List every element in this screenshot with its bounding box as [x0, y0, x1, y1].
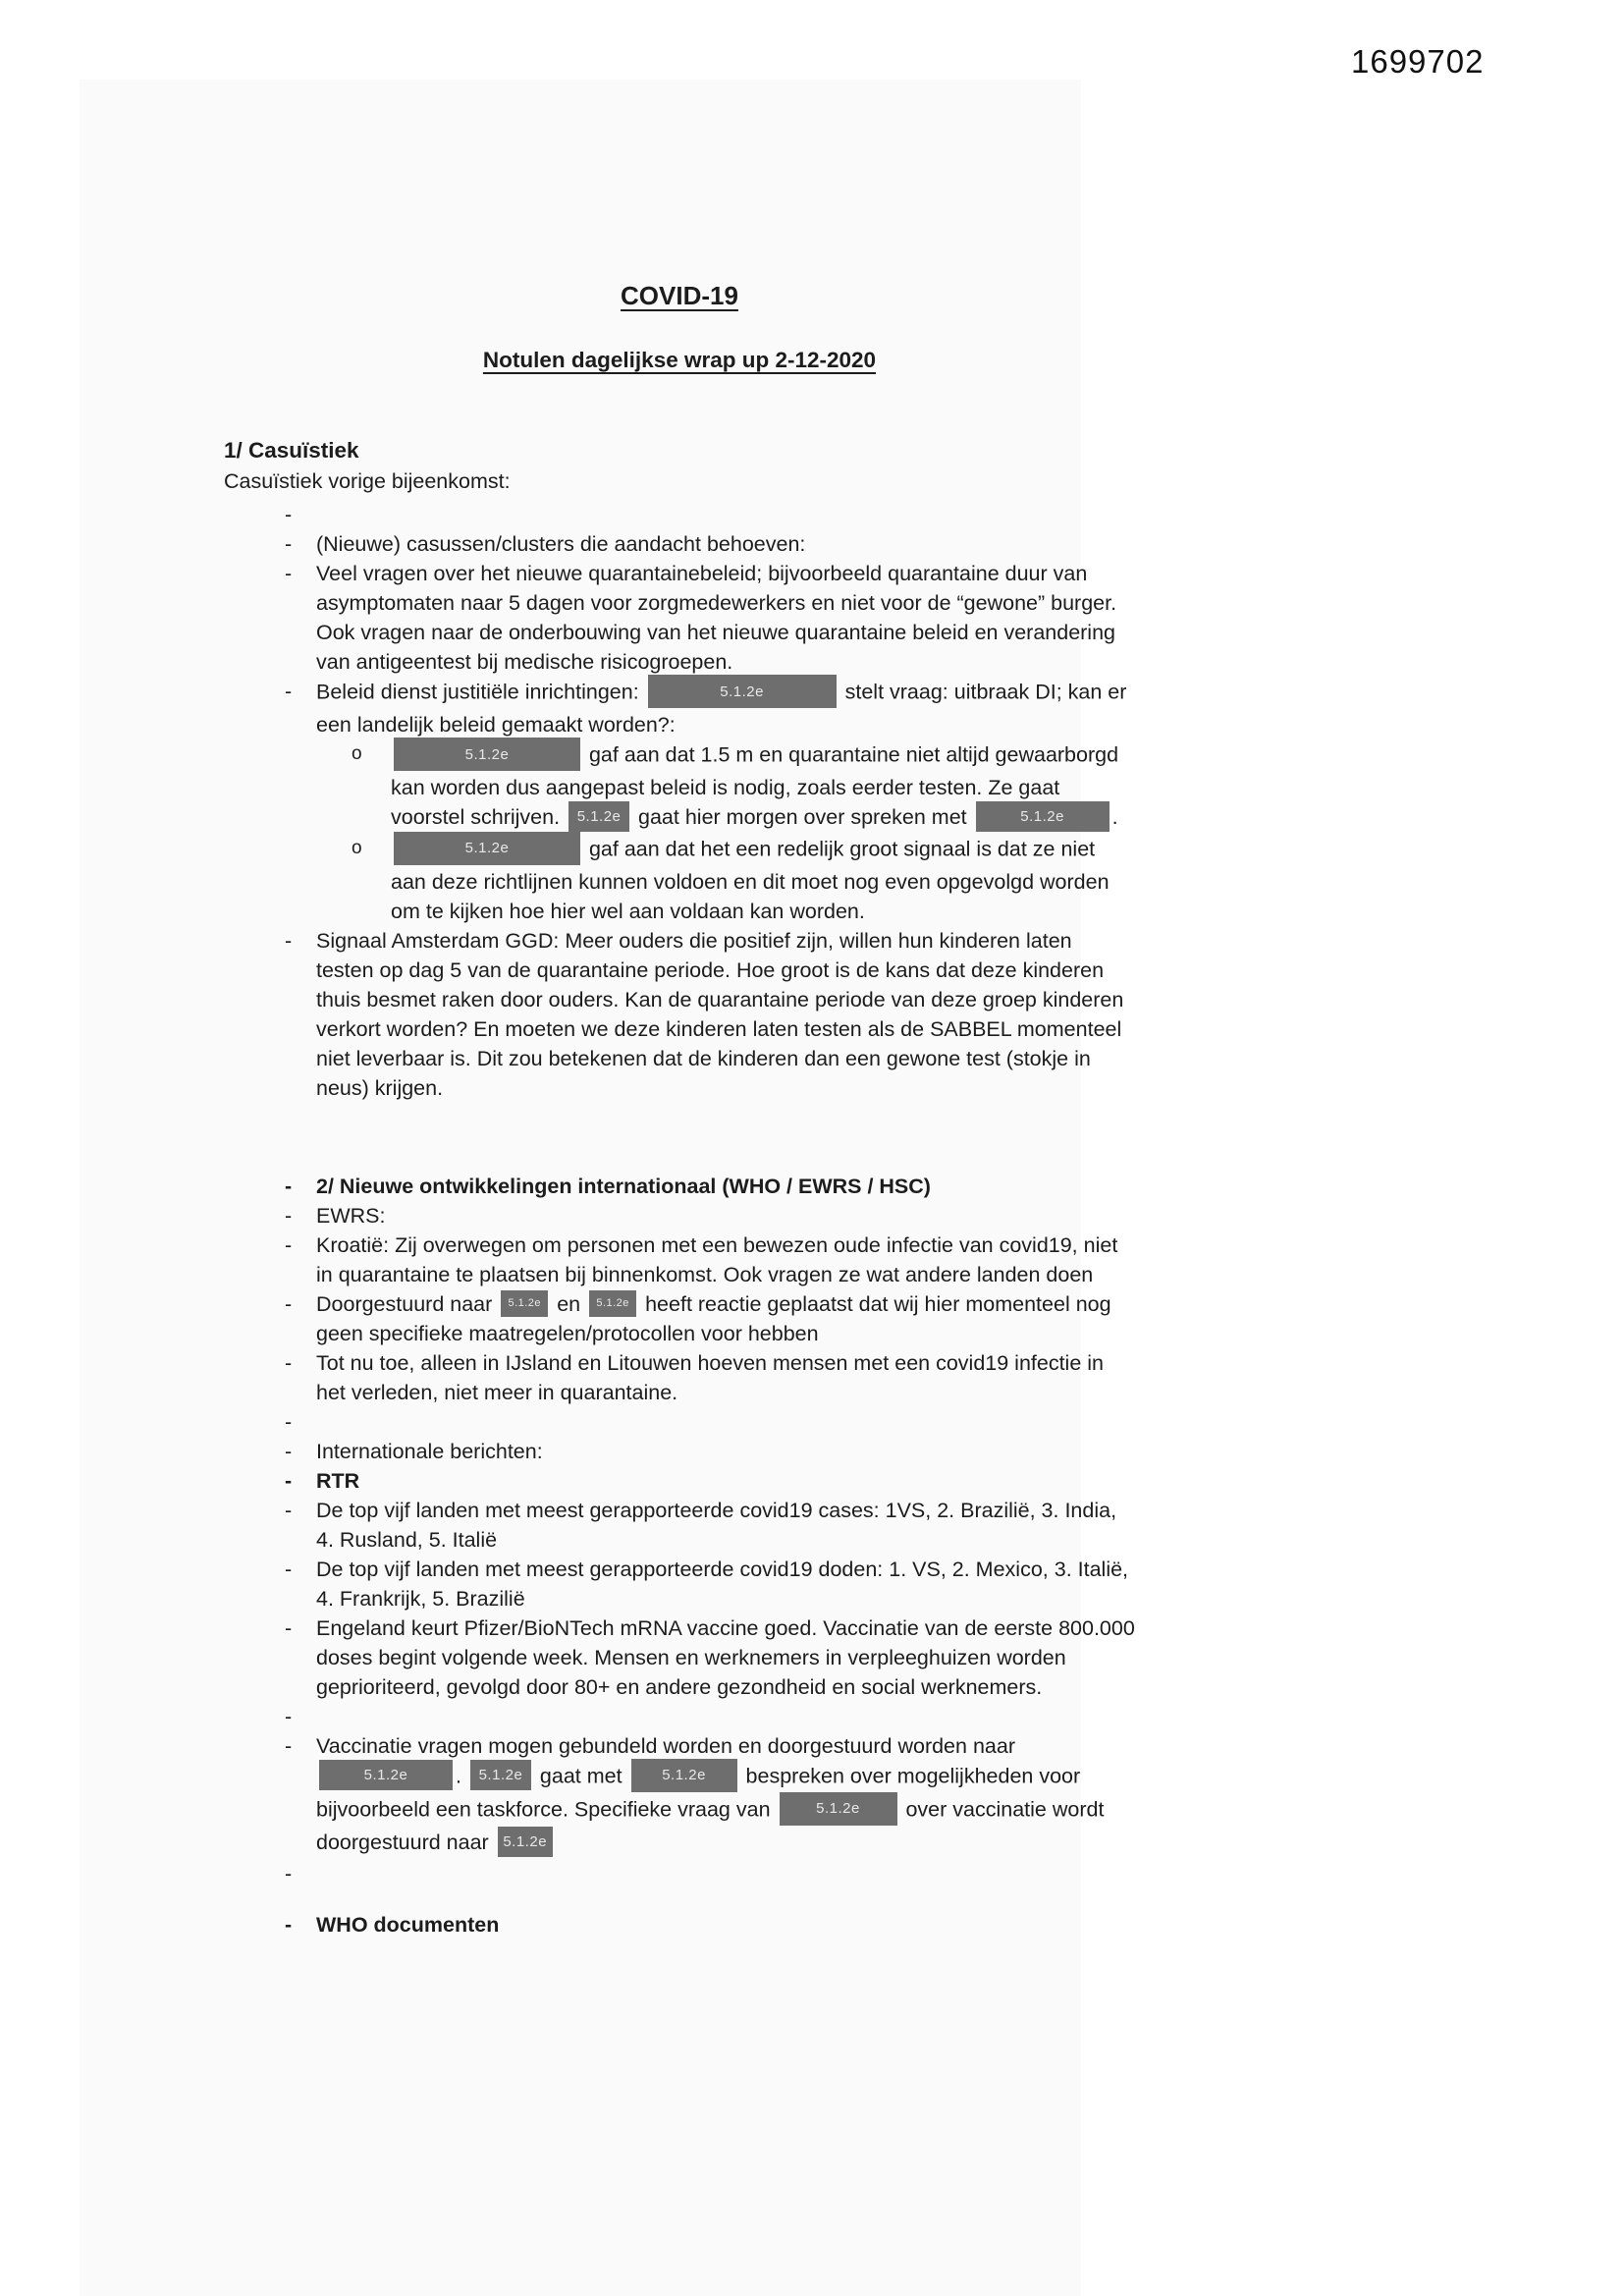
- list-item: [224, 1201, 1135, 1230]
- bullet-marker: -: [285, 1615, 293, 1640]
- text-run: en: [551, 1291, 587, 1316]
- document-body-list: [224, 500, 1141, 1940]
- bullet-marker: -: [285, 562, 293, 585]
- bullet-marker: -: [285, 1912, 293, 1937]
- list-item: [224, 1437, 1135, 1466]
- text-run: over vaccinatie wordt doorgestuurd naar: [316, 1797, 1110, 1854]
- bullet-marker: -: [285, 928, 293, 953]
- text-run: gaf aan dat het een redelijk groot signaal is dat ze niet aan deze richtlijnen kunnen voldoen en dit moet nog even opgevolgd worden om te kijken hoe hier wel aan voldaan kan worden.: [391, 837, 1115, 923]
- section-1-heading: 1/ Casuïstiek: [224, 438, 359, 463]
- list-item: [224, 1613, 1141, 1702]
- bullet-marker: -: [285, 1232, 293, 1257]
- text-run: .: [456, 1764, 467, 1788]
- list-item: [224, 1859, 1135, 1888]
- text-run: 2/ Nieuwe ontwikkelingen internationaal (WHO / EWRS / HSC): [316, 1174, 931, 1198]
- text-run: Doorgestuurd naar: [316, 1291, 499, 1316]
- text-run: EWRS:: [316, 1203, 386, 1228]
- list-item: [224, 1496, 1135, 1555]
- bullet-marker: -: [285, 1409, 293, 1434]
- text-run: .: [1111, 805, 1118, 829]
- redaction-box: 5.1.2e: [780, 1792, 897, 1826]
- redaction-box: 5.1.2e: [501, 1290, 548, 1317]
- text-run: Engeland keurt Pfizer/BioNTech mRNA vaccine goed. Vaccinatie van de eerste 800.000 doses begint volgende week. Mensen en werknemers in verpleeghuizen worden geprioriteerd, gevolgd door 80+ en andere gezondheid en social werknemers.: [316, 1615, 1141, 1699]
- text-run: bespreken over mogelijkheden voor bijvoorbeeld een taskforce. Specifieke vraag van: [316, 1764, 1087, 1822]
- list-item: [224, 529, 1135, 559]
- redaction-box: 5.1.2e: [648, 675, 837, 708]
- section-1-intro: Casuïstiek vorige bijeenkomst:: [224, 469, 511, 493]
- text-run: gaat met: [533, 1764, 628, 1788]
- bullet-marker: -: [285, 503, 293, 526]
- redaction-box: 5.1.2e: [470, 1760, 531, 1790]
- list-item: [224, 1466, 1135, 1496]
- text-run: gaat hier morgen over spreken met: [632, 805, 973, 829]
- bullet-marker: -: [285, 680, 293, 703]
- bullet-marker: -: [285, 1439, 293, 1463]
- bullet-marker: -: [285, 1704, 293, 1728]
- text-run: De top vijf landen met meest gerapporteerde covid19 cases: 1VS, 2. Brazilië, 3. India, 4. Rusland, 5. Italië: [316, 1498, 1123, 1552]
- list-item: [224, 1702, 1135, 1731]
- text-run: stelt vraag: uitbraak DI; kan er een landelijk beleid gemaakt worden?:: [316, 680, 1133, 737]
- bullet-marker: -: [285, 1557, 293, 1581]
- list-item: [224, 1731, 1135, 1859]
- text-run: Internationale berichten:: [316, 1439, 543, 1463]
- list-item: [224, 926, 1135, 1103]
- list-item: [224, 1407, 1135, 1437]
- text-run: WHO documenten: [316, 1912, 500, 1937]
- redaction-box: 5.1.2e: [589, 1290, 636, 1317]
- list-item: [224, 1172, 1135, 1201]
- text-run: Signaal Amsterdam GGD: Meer ouders die positief zijn, willen hun kinderen laten testen op dag 5 van de quarantaine periode. Hoe groot is de kans dat deze kinderen thuis besmet raken door ouders. Kan de quarantaine periode van deze groep kinderen verkort worden? En moeten we deze kinderen laten testen als de SABBEL momenteel niet leverbaar is. Dit zou betekenen dat de kinderen dan een gewone test (stokje in neus) krijgen.: [316, 928, 1130, 1100]
- bullet-marker: -: [285, 1350, 293, 1375]
- document-number: 1699702: [1351, 43, 1485, 80]
- redaction-box: 5.1.2e: [976, 801, 1110, 832]
- bullet-marker: -: [285, 1203, 293, 1228]
- list-item: [224, 1555, 1135, 1613]
- list-item: [224, 677, 1135, 739]
- sub-bullet-marker: o: [352, 743, 362, 764]
- bullet-marker: -: [285, 532, 293, 556]
- text-run: heeft reactie geplaatst dat wij hier momenteel nog geen specifieke maatregelen/protocollen voor hebben: [316, 1291, 1117, 1345]
- redaction-box: 5.1.2e: [394, 832, 580, 865]
- document-title: COVID-19: [621, 281, 738, 310]
- list-item: [224, 834, 1135, 926]
- text-run: De top vijf landen met meest gerapporteerde covid19 doden: 1. VS, 2. Mexico, 3. Italië, 4. Frankrijk, 5. Brazilië: [316, 1557, 1135, 1611]
- sub-bullet-marker: o: [352, 837, 362, 858]
- bullet-marker: -: [285, 1498, 293, 1522]
- redaction-box: 5.1.2e: [394, 738, 580, 771]
- document-content: [224, 281, 1141, 1940]
- text-run: Tot nu toe, alleen in IJsland en Litouwen hoeven mensen met een covid19 infectie in het verleden, niet meer in quarantaine.: [316, 1350, 1110, 1404]
- list-item: [224, 1910, 1135, 1940]
- bullet-marker: -: [285, 1291, 293, 1316]
- document-subtitle: Notulen dagelijkse wrap up 2-12-2020: [482, 348, 877, 372]
- bullet-marker: -: [285, 1468, 293, 1493]
- list-item: [224, 559, 1135, 677]
- redaction-box: 5.1.2e: [568, 801, 629, 832]
- bullet-marker: -: [285, 1861, 293, 1886]
- text-run: RTR: [316, 1468, 360, 1493]
- redaction-box: 5.1.2e: [631, 1759, 737, 1792]
- text-run: gaf aan dat 1.5 m en quarantaine niet altijd gewaarborgd kan worden dus aangepast beleid is nodig, zoals eerder testen. Ze gaat voorstel schrijven.: [391, 742, 1125, 829]
- text-run: Vaccinatie vragen mogen gebundeld worden en doorgestuurd worden naar: [316, 1733, 1021, 1758]
- text-run: Veel vragen over het nieuwe quarantainebeleid; bijvoorbeeld quarantaine duur van asymptomaten naar 5 dagen voor zorgmedewerkers en niet voor de “gewone” burger. Ook vragen naar de onderbouwing van het nieuwe quarantaine beleid en verandering van antigeentest bij medische risicogroepen.: [316, 562, 1123, 674]
- text-run: Kroatië: Zij overwegen om personen met een bewezen oude infectie van covid19, niet in quarantaine te plaatsen bij binnenkomst. Ook vragen ze wat andere landen doen: [316, 1232, 1124, 1286]
- bullet-marker: -: [285, 1733, 293, 1758]
- list-item: [224, 1230, 1135, 1289]
- list-item: [224, 1289, 1135, 1348]
- list-item: [224, 500, 1135, 529]
- list-item: [224, 739, 1135, 834]
- bullet-marker: -: [285, 1174, 293, 1198]
- text-run: (Nieuwe) casussen/clusters die aandacht behoeven:: [316, 532, 806, 556]
- redaction-box: 5.1.2e: [319, 1760, 453, 1790]
- redaction-box: 5.1.2e: [498, 1827, 553, 1857]
- list-item: [224, 1348, 1135, 1407]
- text-run: Beleid dienst justitiële inrichtingen:: [316, 680, 645, 704]
